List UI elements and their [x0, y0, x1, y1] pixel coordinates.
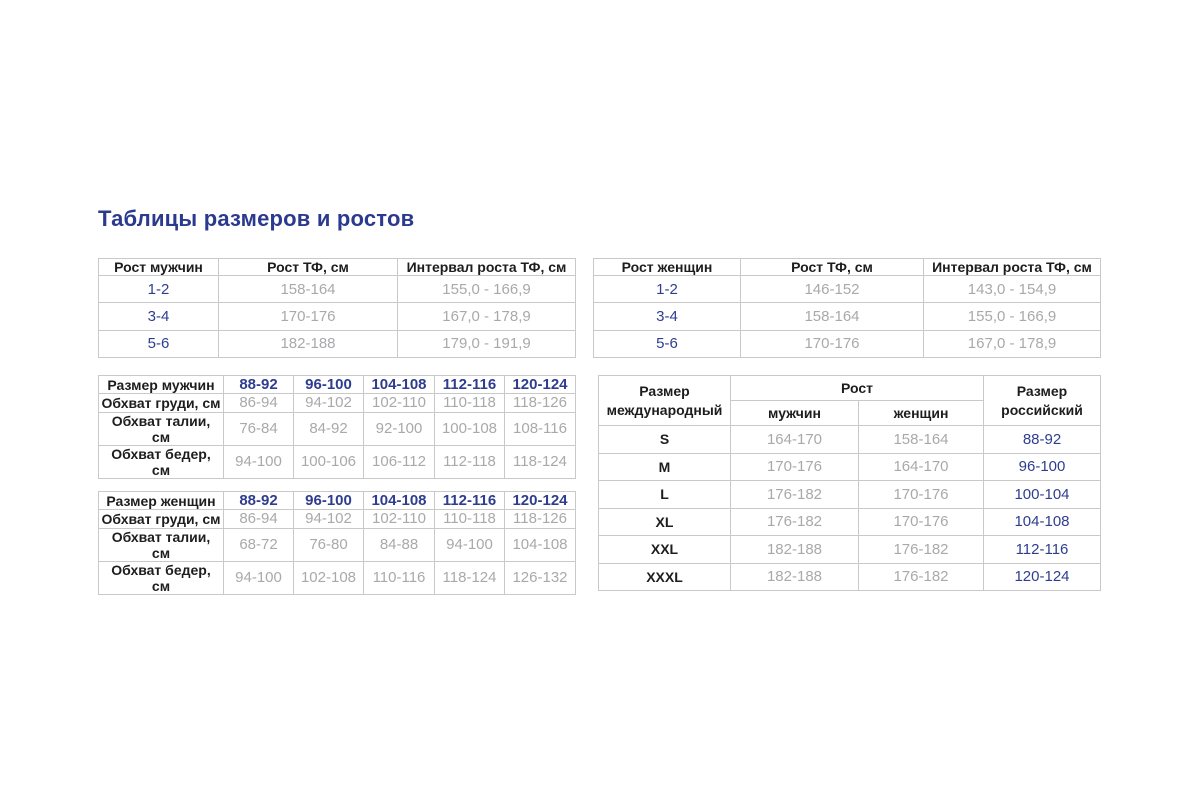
- cell: 100-104: [984, 481, 1101, 509]
- cell: 100-108: [435, 412, 505, 445]
- table-row: [99, 394, 576, 412]
- cell: 76-84: [224, 412, 294, 445]
- cell: Обхват талии, см: [99, 528, 224, 561]
- cell: 176-182: [731, 481, 859, 509]
- cell: 102-110: [364, 394, 435, 412]
- column-header: Рост женщин: [594, 259, 741, 276]
- table-row: [599, 453, 1101, 481]
- column-header: Рост мужчин: [99, 259, 219, 276]
- cell: 158-164: [859, 426, 984, 454]
- cell: 126-132: [505, 561, 576, 594]
- cell: 84-88: [364, 528, 435, 561]
- cell: 112-116: [984, 536, 1101, 564]
- column-header: 88-92: [224, 492, 294, 510]
- international-size-table: [598, 375, 1101, 591]
- column-header: Интервал роста ТФ, см: [924, 259, 1101, 276]
- cell: 102-110: [364, 510, 435, 528]
- cell: XL: [599, 508, 731, 536]
- cell: Обхват бедер, см: [99, 561, 224, 594]
- table-row: [599, 563, 1101, 591]
- cell: 110-118: [435, 510, 505, 528]
- cell: 110-116: [364, 561, 435, 594]
- women-size-table: [98, 491, 576, 595]
- cell: 5-6: [99, 330, 219, 357]
- cell: 100-106: [294, 445, 364, 478]
- column-header: Размер международный: [599, 376, 731, 426]
- column-header: Рост: [731, 376, 984, 401]
- cell: Обхват груди, см: [99, 394, 224, 412]
- table-row: [99, 528, 576, 561]
- cell: 86-94: [224, 510, 294, 528]
- cell: 118-126: [505, 510, 576, 528]
- cell: 176-182: [859, 536, 984, 564]
- cell: 92-100: [364, 412, 435, 445]
- column-header: 104-108: [364, 492, 435, 510]
- men-height-table: [98, 258, 576, 358]
- cell: 1-2: [594, 276, 741, 303]
- cell: 146-152: [741, 276, 924, 303]
- cell: 170-176: [219, 303, 398, 330]
- cell: 170-176: [731, 453, 859, 481]
- table-row: [99, 445, 576, 478]
- cell: 164-170: [859, 453, 984, 481]
- cell: 108-116: [505, 412, 576, 445]
- column-header: Размер мужчин: [99, 376, 224, 394]
- table-row: [99, 276, 576, 303]
- cell: Обхват груди, см: [99, 510, 224, 528]
- cell: 164-170: [731, 426, 859, 454]
- men-size-table: [98, 375, 576, 479]
- column-header: 96-100: [294, 492, 364, 510]
- cell: 94-100: [224, 445, 294, 478]
- cell: 170-176: [741, 330, 924, 357]
- page-title: Таблицы размеров и ростов: [98, 206, 415, 231]
- table-row: [594, 276, 1101, 303]
- cell: 176-182: [731, 508, 859, 536]
- table-header-row: [594, 259, 1101, 276]
- cell: 104-108: [984, 508, 1101, 536]
- column-header: мужчин: [731, 401, 859, 426]
- cell: 167,0 - 178,9: [924, 330, 1101, 357]
- cell: M: [599, 453, 731, 481]
- cell: 143,0 - 154,9: [924, 276, 1101, 303]
- table-header-row: [99, 259, 576, 276]
- cell: 68-72: [224, 528, 294, 561]
- cell: 1-2: [99, 276, 219, 303]
- cell: 158-164: [741, 303, 924, 330]
- cell: 5-6: [594, 330, 741, 357]
- column-header: 112-116: [435, 376, 505, 394]
- cell: 120-124: [984, 563, 1101, 591]
- cell: 167,0 - 178,9: [398, 303, 576, 330]
- cell: 118-126: [505, 394, 576, 412]
- cell: 182-188: [219, 330, 398, 357]
- cell: 104-108: [505, 528, 576, 561]
- column-header: 112-116: [435, 492, 505, 510]
- cell: 86-94: [224, 394, 294, 412]
- table-row: [99, 303, 576, 330]
- table-row: [599, 426, 1101, 454]
- column-header: Размер женщин: [99, 492, 224, 510]
- cell: S: [599, 426, 731, 454]
- cell: 94-102: [294, 510, 364, 528]
- cell: 155,0 - 166,9: [398, 276, 576, 303]
- table-row: [99, 412, 576, 445]
- column-header: женщин: [859, 401, 984, 426]
- cell: 94-100: [224, 561, 294, 594]
- cell: 106-112: [364, 445, 435, 478]
- cell: 88-92: [984, 426, 1101, 454]
- table-row: [594, 303, 1101, 330]
- cell: 155,0 - 166,9: [924, 303, 1101, 330]
- cell: 112-118: [435, 445, 505, 478]
- cell: 3-4: [594, 303, 741, 330]
- cell: XXL: [599, 536, 731, 564]
- column-header: 120-124: [505, 492, 576, 510]
- table-row: [599, 536, 1101, 564]
- table-header-row: [99, 492, 576, 510]
- column-header: Интервал роста ТФ, см: [398, 259, 576, 276]
- table-row: [594, 330, 1101, 357]
- column-header: 96-100: [294, 376, 364, 394]
- cell: 170-176: [859, 508, 984, 536]
- cell: 182-188: [731, 563, 859, 591]
- table-row: [599, 508, 1101, 536]
- cell: Обхват талии, см: [99, 412, 224, 445]
- table-row: [599, 481, 1101, 509]
- cell: 84-92: [294, 412, 364, 445]
- table-header-row: [99, 376, 576, 394]
- cell: 94-100: [435, 528, 505, 561]
- cell: Обхват бедер, см: [99, 445, 224, 478]
- column-header: Рост ТФ, см: [741, 259, 924, 276]
- column-header: 88-92: [224, 376, 294, 394]
- cell: 179,0 - 191,9: [398, 330, 576, 357]
- table-row: [99, 510, 576, 528]
- column-header: Размер российский: [984, 376, 1101, 426]
- cell: 3-4: [99, 303, 219, 330]
- cell: 110-118: [435, 394, 505, 412]
- column-header: 120-124: [505, 376, 576, 394]
- column-header: 104-108: [364, 376, 435, 394]
- column-header: Рост ТФ, см: [219, 259, 398, 276]
- cell: XXXL: [599, 563, 731, 591]
- cell: 118-124: [505, 445, 576, 478]
- cell: 96-100: [984, 453, 1101, 481]
- women-height-table: [593, 258, 1101, 358]
- table-row: [99, 561, 576, 594]
- cell: 76-80: [294, 528, 364, 561]
- cell: 94-102: [294, 394, 364, 412]
- cell: 118-124: [435, 561, 505, 594]
- cell: 158-164: [219, 276, 398, 303]
- cell: 182-188: [731, 536, 859, 564]
- cell: 170-176: [859, 481, 984, 509]
- table-row: [99, 330, 576, 357]
- cell: 102-108: [294, 561, 364, 594]
- table-header-row: [599, 376, 1101, 401]
- cell: L: [599, 481, 731, 509]
- cell: 176-182: [859, 563, 984, 591]
